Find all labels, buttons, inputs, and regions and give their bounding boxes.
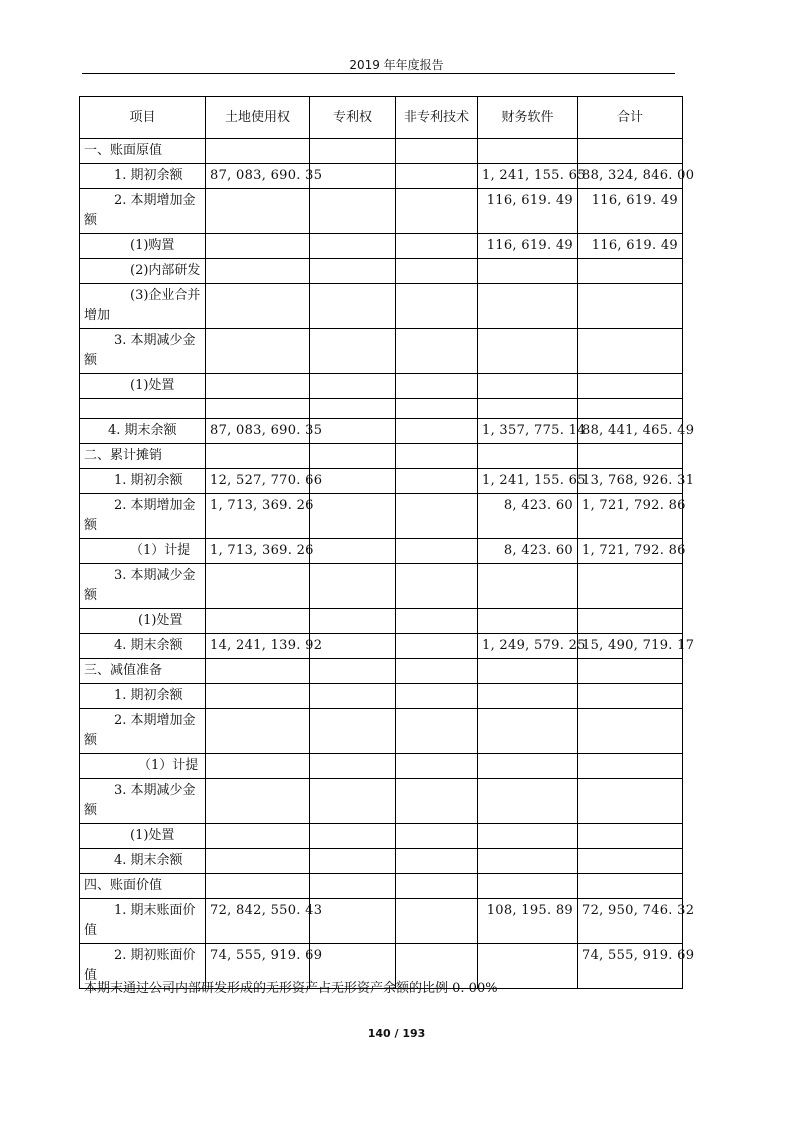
value-cell — [478, 824, 578, 849]
value-cell — [478, 329, 578, 374]
value-cell — [310, 684, 396, 709]
value-cell — [310, 564, 396, 609]
value-cell: 15, 490, 719. 17 — [578, 634, 683, 659]
row-label: (1)购置 — [80, 234, 206, 259]
table-row — [80, 709, 683, 754]
value-cell: 87, 083, 690. 35 — [206, 419, 310, 444]
page-number: 140 / 193 — [367, 1027, 426, 1040]
value-cell — [310, 469, 396, 494]
value-cell — [478, 444, 578, 469]
table-row — [80, 234, 683, 259]
column-header-total: 合计 — [578, 97, 683, 139]
value-cell — [396, 659, 478, 684]
value-cell — [396, 419, 478, 444]
table-row — [80, 259, 683, 284]
row-label: 1. 期末账面价值 — [80, 899, 206, 944]
value-cell — [478, 874, 578, 899]
value-cell: 116, 619. 49 — [478, 189, 578, 234]
row-label: 4. 期末余额 — [80, 634, 206, 659]
value-cell — [310, 189, 396, 234]
table-row — [80, 189, 683, 234]
value-cell: 8, 423. 60 — [478, 539, 578, 564]
value-cell — [478, 399, 578, 419]
value-cell — [206, 234, 310, 259]
column-header-item: 项目 — [80, 97, 206, 139]
value-cell: 72, 842, 550. 43 — [206, 899, 310, 944]
table-row — [80, 444, 683, 469]
value-cell — [396, 164, 478, 189]
value-cell — [478, 259, 578, 284]
value-cell — [578, 399, 683, 419]
value-cell — [478, 609, 578, 634]
footnote-text: 本期末通过公司内部研发形成的无形资产占无形资产余额的比例 0. 00% — [84, 981, 498, 996]
value-cell — [396, 609, 478, 634]
table-row — [80, 824, 683, 849]
value-cell — [310, 849, 396, 874]
column-header-land-use-right: 土地使用权 — [206, 97, 310, 139]
column-header-patent: 专利权 — [310, 97, 396, 139]
value-cell — [396, 259, 478, 284]
value-cell — [310, 634, 396, 659]
table-row — [80, 284, 683, 329]
row-label: 4. 期末余额 — [80, 419, 206, 444]
value-cell — [310, 329, 396, 374]
value-cell — [396, 824, 478, 849]
value-cell — [578, 684, 683, 709]
value-cell — [206, 259, 310, 284]
value-cell — [396, 754, 478, 779]
row-label: 1. 期初余额 — [80, 469, 206, 494]
value-cell — [310, 824, 396, 849]
table-row — [80, 539, 683, 564]
value-cell: 87, 083, 690. 35 — [206, 164, 310, 189]
value-cell — [206, 684, 310, 709]
value-cell — [396, 849, 478, 874]
row-label: 3. 本期减少金额 — [80, 564, 206, 609]
value-cell: 74, 555, 919. 69 — [578, 944, 683, 989]
value-cell: 1, 241, 155. 65 — [478, 469, 578, 494]
row-label: 3. 本期减少金额 — [80, 329, 206, 374]
row-label: 2. 本期增加金额 — [80, 494, 206, 539]
table-row — [80, 399, 683, 419]
value-cell — [396, 444, 478, 469]
table-row — [80, 659, 683, 684]
value-cell — [206, 374, 310, 399]
row-label: (1)处置 — [80, 609, 206, 634]
value-cell — [206, 284, 310, 329]
value-cell — [206, 824, 310, 849]
table-header-row — [80, 97, 683, 139]
report-header-title: 2019 年年度报告 — [349, 58, 444, 72]
value-cell — [396, 539, 478, 564]
value-cell — [396, 374, 478, 399]
row-label: 四、账面价值 — [80, 874, 206, 899]
value-cell — [578, 259, 683, 284]
value-cell — [206, 874, 310, 899]
row-label: 4. 期末余额 — [80, 849, 206, 874]
value-cell — [310, 899, 396, 944]
value-cell — [206, 399, 310, 419]
row-label: 2. 本期增加金额 — [80, 709, 206, 754]
table-row — [80, 139, 683, 164]
value-cell — [310, 539, 396, 564]
value-cell — [478, 564, 578, 609]
table-row — [80, 874, 683, 899]
table-row — [80, 494, 683, 539]
value-cell — [310, 444, 396, 469]
value-cell — [578, 139, 683, 164]
row-label: (3)企业合并增加 — [80, 284, 206, 329]
table-row — [80, 849, 683, 874]
value-cell: 88, 441, 465. 49 — [578, 419, 683, 444]
table-row — [80, 419, 683, 444]
header-divider — [82, 73, 675, 74]
value-cell — [206, 849, 310, 874]
value-cell — [578, 754, 683, 779]
row-label: 2. 本期增加金额 — [80, 189, 206, 234]
row-label: 1. 期初余额 — [80, 164, 206, 189]
value-cell — [206, 444, 310, 469]
value-cell — [310, 494, 396, 539]
table-row — [80, 609, 683, 634]
row-label: （1）计提 — [80, 539, 206, 564]
value-cell — [396, 189, 478, 234]
value-cell — [478, 779, 578, 824]
value-cell — [310, 659, 396, 684]
value-cell: 14, 241, 139. 92 — [206, 634, 310, 659]
value-cell — [206, 659, 310, 684]
value-cell — [206, 754, 310, 779]
value-cell — [206, 329, 310, 374]
value-cell — [478, 849, 578, 874]
value-cell — [578, 609, 683, 634]
value-cell — [396, 779, 478, 824]
value-cell — [310, 874, 396, 899]
value-cell — [396, 899, 478, 944]
row-label: （1）计提 — [80, 754, 206, 779]
value-cell — [310, 419, 396, 444]
value-cell: 1, 721, 792. 86 — [578, 494, 683, 539]
row-label: 一、账面原值 — [80, 139, 206, 164]
value-cell: 1, 357, 775. 14 — [478, 419, 578, 444]
row-label: (2)内部研发 — [80, 259, 206, 284]
value-cell — [396, 634, 478, 659]
row-label: 1. 期初余额 — [80, 684, 206, 709]
value-cell — [478, 754, 578, 779]
value-cell — [310, 754, 396, 779]
value-cell: 1, 721, 792. 86 — [578, 539, 683, 564]
value-cell — [310, 164, 396, 189]
value-cell: 88, 324, 846. 00 — [578, 164, 683, 189]
value-cell: 74, 555, 919. 69 — [206, 944, 310, 989]
table-row — [80, 564, 683, 609]
value-cell — [478, 709, 578, 754]
value-cell — [396, 494, 478, 539]
value-cell — [578, 564, 683, 609]
value-cell: 116, 619. 49 — [478, 234, 578, 259]
table-row — [80, 684, 683, 709]
value-cell: 12, 527, 770. 66 — [206, 469, 310, 494]
value-cell — [310, 284, 396, 329]
value-cell: 116, 619. 49 — [578, 234, 683, 259]
value-cell — [206, 609, 310, 634]
row-label: 3. 本期减少金额 — [80, 779, 206, 824]
value-cell — [578, 329, 683, 374]
row-label — [80, 399, 206, 419]
table-row — [80, 899, 683, 944]
intangible-assets-table — [79, 96, 695, 989]
row-label: 二、累计摊销 — [80, 444, 206, 469]
value-cell — [396, 284, 478, 329]
value-cell — [310, 374, 396, 399]
value-cell — [206, 779, 310, 824]
value-cell — [578, 779, 683, 824]
table-row — [80, 779, 683, 824]
value-cell — [206, 139, 310, 164]
value-cell — [310, 399, 396, 419]
table-row — [80, 329, 683, 374]
value-cell — [578, 824, 683, 849]
value-cell: 108, 195. 89 — [478, 899, 578, 944]
table-row — [80, 754, 683, 779]
value-cell — [206, 564, 310, 609]
value-cell — [478, 659, 578, 684]
value-cell — [206, 189, 310, 234]
column-header-financial-software: 财务软件 — [478, 97, 578, 139]
value-cell — [578, 374, 683, 399]
value-cell — [396, 399, 478, 419]
table-row — [80, 469, 683, 494]
value-cell — [578, 659, 683, 684]
value-cell — [478, 139, 578, 164]
value-cell — [396, 469, 478, 494]
value-cell — [478, 284, 578, 329]
table-row — [80, 374, 683, 399]
column-header-non-patent-tech: 非专利技术 — [396, 97, 478, 139]
value-cell — [578, 874, 683, 899]
value-cell — [396, 234, 478, 259]
value-cell — [310, 709, 396, 754]
value-cell: 1, 249, 579. 25 — [478, 634, 578, 659]
value-cell — [206, 709, 310, 754]
value-cell — [578, 849, 683, 874]
value-cell — [578, 709, 683, 754]
value-cell — [396, 329, 478, 374]
row-label: 三、减值准备 — [80, 659, 206, 684]
value-cell: 1, 713, 369. 26 — [206, 539, 310, 564]
value-cell — [396, 709, 478, 754]
value-cell: 8, 423. 60 — [478, 494, 578, 539]
row-label: (1)处置 — [80, 824, 206, 849]
value-cell — [578, 284, 683, 329]
value-cell — [310, 609, 396, 634]
value-cell — [478, 374, 578, 399]
value-cell: 1, 241, 155. 65 — [478, 164, 578, 189]
value-cell: 116, 619. 49 — [578, 189, 683, 234]
row-label: 2. 期初账面价值 — [80, 944, 206, 989]
value-cell: 13, 768, 926. 31 — [578, 469, 683, 494]
value-cell — [396, 874, 478, 899]
value-cell — [396, 684, 478, 709]
value-cell — [310, 139, 396, 164]
value-cell: 72, 950, 746. 32 — [578, 899, 683, 944]
value-cell — [310, 234, 396, 259]
value-cell — [310, 259, 396, 284]
value-cell — [396, 139, 478, 164]
value-cell — [310, 779, 396, 824]
value-cell: 1, 713, 369. 26 — [206, 494, 310, 539]
table-row — [80, 634, 683, 659]
value-cell — [578, 444, 683, 469]
table-row — [80, 164, 683, 189]
value-cell — [478, 684, 578, 709]
row-label: (1)处置 — [80, 374, 206, 399]
value-cell — [396, 564, 478, 609]
